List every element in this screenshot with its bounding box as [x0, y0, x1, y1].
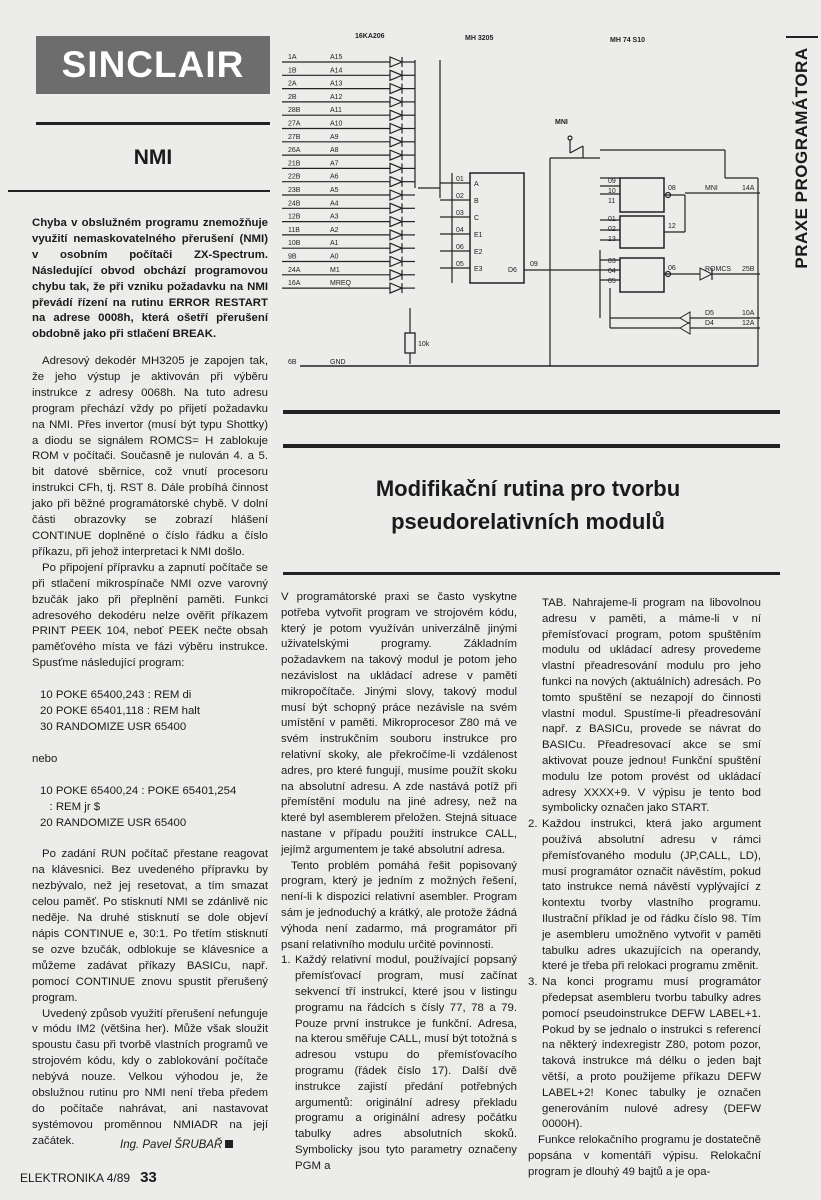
code-line: 20 RANDOMIZE USR 65400 — [40, 816, 187, 829]
pin-number: 28B — [288, 107, 301, 115]
signal-name: A11 — [330, 107, 342, 115]
diode-icon — [390, 190, 402, 200]
mod-column-1 — [281, 590, 517, 1174]
mod-paragraph-1: V programátorské praxi se často vyskytne potřeba vytvořit program ve strojovém kódu, který je potom využíván univerzálně jinými uživatelskými programy. Základním požadavkem na takový modul je potom jeho nezávislost na ukládací adrese v paměti mikropočítače. Jinými slovy, takový modul musí být schopný práce nezávisle na svém umístění v paměti. Mikroprocesor Z80 má ve svém instrukčním souboru instrukce pro relativní skoky, ale překročíme-li vzdálenost adres, pro které fungují, musíme použít skoku na absolutní adresu. A zde nastává potíž při přemístění modulu na jiné adresy, než na které byl asemblerem přeložen. Stejná situace nastane v případu použití instrukce CALL, jejímž argumentem je také absolutní adresa. — [281, 591, 517, 856]
diode-icon — [390, 243, 402, 253]
mod-title-rule — [283, 572, 780, 575]
schematic-pin-row — [282, 107, 415, 120]
pin-number: 9B — [288, 253, 297, 261]
signal-name: A13 — [330, 80, 343, 88]
schematic-pin-row — [282, 174, 415, 187]
diode-icon — [390, 110, 402, 120]
gate-pin: 01 — [608, 216, 616, 223]
author-signature — [120, 1139, 233, 1151]
mod-paragraph-3: TAB. Nahrajeme-li program na libovolnou adresu v paměti, a máme-li v ní přemísťovací program, potom spuštěním modulu od ukládací adresy provedeme vlastní přeadresování modulu pro jeho funkci na nových (aktuálních) adresách. Po tomto spuštění se nezapojí do činnosti vlastní modul. Spustíme-li přeadresování např. z BASICu, provede se návrat do BASICu. Přeadresovací akce se smí aktivovat pouze jednou! Funkční spuštění modulu lze potom provést od ukládací adresy XXXX+9. V výpisu je tento bod symbolicky označen jako START. — [542, 597, 761, 815]
signal-name: A10 — [330, 120, 343, 128]
decoder-input-letter: A — [474, 181, 479, 188]
schematic-pin-row — [282, 200, 415, 213]
list-item-1: 1. Každý relativní modul, používající popsaný přemísťovací program, musí začínat sekvencí tří instrukcí, které jsou v listingu programu na řádcích s čísly 77, 78 a 79. Pouze první instrukce je funkční. Adresa, na kterou směřuje CALL, musí být totožná s adresou vstupu do přemísťovacího programu (řádek číslo 17). Další dvě instrukce zajistí předání potřebných argumentů: originální adresy překladu programu a originální adresy počátku tabulky adres absolutních skoků. Symbolicky jsou tyto parametry označeny PGM a — [281, 954, 517, 1172]
switch-label: MNI — [555, 119, 568, 126]
decoder-pin: 02 — [456, 193, 464, 200]
diode-icon — [390, 177, 402, 187]
pin-number: 2A — [288, 80, 297, 88]
gate-pin: 11 — [608, 198, 616, 205]
nmi-schematic — [280, 28, 780, 418]
gate-pin: 09 — [608, 178, 616, 185]
gate-pin: 04 — [608, 268, 616, 275]
diode-icon — [390, 163, 402, 173]
code-line: 10 POKE 65400,24 : POKE 65401,254 — [40, 784, 237, 797]
schematic-pin-row — [282, 227, 415, 240]
signal-name: A0 — [330, 253, 339, 261]
svg-text:09: 09 — [530, 261, 538, 268]
nmi-paragraph-3: Po zadání RUN počítač přestane reagovat na klávesnici. Bez uvedeného přípravku by nezbývalo, než jej resetovat, a tím smazat celou paměť. Po stisknutí NMI se zdánlivě nic neděje. Na druhé stisknutí se dole objeví nápis CONTINUE e, 30:1. Po třetím stisknutí se ozve bzučák, odblokuje se klávesnice a můžeme zadávat příkazy BASICu, např. pomocí CONTINUE znovu spustit přerušený program. — [32, 848, 268, 1004]
code-listing-1 — [40, 688, 268, 736]
page-footer — [20, 1169, 157, 1186]
pin-number: 12B — [288, 213, 301, 221]
nmi-paragraph-2: Po připojení přípravku a zapnutí počítače se při stlačení mikrospínače NMI ozve varovný bzučák jako při přeplnění paměti. Funkci adresového dekodéru nelze ověřit příkazem PRINT PEEK 104, neboť PEEK nečte obsah paměťového místa ve fázi výběru instrukce. Spusťme následující program: — [32, 561, 268, 670]
decoder-pin: 03 — [456, 210, 464, 217]
sidebar — [786, 36, 818, 280]
pin-number: 10B — [288, 240, 301, 248]
schematic-pin-row — [282, 54, 415, 67]
svg-text:6B: 6B — [288, 359, 297, 366]
header-rule — [36, 122, 270, 125]
gate-output-pin: 12 — [668, 223, 676, 230]
diode-icon — [390, 257, 402, 267]
mod-title-line-1: Modifikační rutina pro tvorbu — [375, 476, 681, 501]
schematic-pin-row — [282, 160, 415, 173]
mod-paragraph-2: Tento problém pomáhá řešit popisovaný program, který je jedním z možných řešení, není-li k dispozici relativní asembler. Program sám je jednoduchý a krátký, ale protože žádná výhoda není zadarmo, má programátor při psaní relativního modulu určité povinnosti. — [281, 859, 517, 951]
end-mark-icon — [225, 1140, 233, 1148]
mod-article-title — [290, 472, 766, 538]
schematic-pin-row — [282, 187, 415, 200]
pin-number: 11B — [288, 226, 300, 234]
signal-name: A7 — [330, 160, 339, 168]
nmi-lead-paragraph: Chyba v obslužném programu znemožňuje využití nemaskovatelného přerušení (NMI) v osobním počítači ZX-Spectrum. Následující obvod obchází programovou chybu tak, že při vzniku požadavku na NMI převádí řízení na rutinu ERROR RESTART na adrese 0008h, která ošetří přerušení obdobně jako při stlačení BREAK. — [32, 217, 268, 341]
chip-label: MH 74 S10 — [610, 37, 646, 44]
diode-icon — [390, 230, 402, 240]
schematic-pin-row — [282, 240, 415, 253]
decoder-pin: 05 — [456, 261, 464, 268]
page-number: 33 — [140, 1169, 157, 1186]
schematic-left-pins — [282, 54, 415, 293]
diode-icon — [390, 137, 402, 147]
pin-number: 23B — [288, 187, 301, 194]
signal-name: A5 — [330, 187, 339, 194]
signal-name: A2 — [330, 226, 339, 234]
nmi-body — [32, 354, 268, 1150]
decoder-input-letter: C — [474, 215, 480, 222]
nebo-text: nebo — [32, 752, 58, 765]
svg-text:D6: D6 — [508, 267, 517, 274]
signal-name: A12 — [330, 93, 343, 101]
code-line: 20 POKE 65401,118 : REM halt — [40, 705, 200, 718]
signal-name: A15 — [330, 54, 343, 61]
author-name: Ing. Pavel ŠRUBAŘ — [120, 1139, 223, 1151]
gate-output-pin: 06 — [668, 265, 676, 272]
schematic-pin-row — [282, 280, 415, 293]
list-item-3: 3. Na konci programu musí programátor předepsat asembleru tvorbu tabulky adres pomocí pseudoinstrukce DEFW LABEL+1. Pokud by se jednalo o instrukci s referencí na některý indexregistr Z80, potom pozor, taková instrukce má délku o jeden bajt větší, a proto použijeme příkazu DEFW LABEL+2! Konec tabulky je označen generováním nulové adresy (DEFW 0000H). — [528, 976, 761, 1131]
output-signal: D5 — [705, 310, 714, 317]
section-header-sinclair: SINCLAIR — [36, 36, 270, 94]
diode-icon — [390, 270, 402, 280]
decoder-pin: 01 — [456, 176, 464, 183]
diode-icon — [390, 283, 402, 293]
chip-label: 16KA206 — [355, 33, 385, 40]
diode-icon — [390, 124, 402, 134]
pin-number: 16A — [288, 280, 301, 288]
resistor-label: 10k — [418, 341, 430, 348]
output-pin: 25B — [742, 266, 755, 273]
schematic-pin-row — [282, 121, 415, 134]
diode-icon — [390, 150, 402, 160]
nmi-title: NMI — [133, 146, 173, 169]
pin-number: 1B — [288, 67, 297, 75]
pin-number: 24B — [288, 200, 301, 208]
signal-name: A4 — [330, 200, 339, 208]
output-signal: D4 — [705, 320, 714, 327]
signal-name: A9 — [330, 133, 339, 141]
gate-pin: 05 — [608, 278, 616, 285]
code-line: 30 RANDOMIZE USR 65400 — [40, 720, 187, 733]
schematic-pin-row — [282, 134, 415, 147]
article-title-rule — [283, 444, 780, 448]
nmi-paragraph-4: Uvedený způsob využití přerušení nefunguje v módu IM2 (většina her). Může však sloužit spoustu času při tvorbě vlastních programů ve strojovém kódu, kdy o zablokování počítače nebývá nouze. Velkou výhodou je, že obslužnou rutinu pro NMI není třeba předem do počítače nahrávat, ani nastavovat systémovou proměnnou NMIADR na její začátek. — [32, 1007, 268, 1147]
nmi-title-rule — [8, 190, 270, 192]
mod-column-2 — [528, 596, 761, 1180]
diode-icon — [390, 70, 402, 80]
nmi-paragraph-1: Adresový dekodér MH3205 je zapojen tak, že jeho výstup je aktivován při výběru instrukce z adresy 0068h. Na tuto adresu program přechází vždy po přijetí požadavku na NMI. Přes invertor (musí být typu Shottky) a diodu se signálem ROMCS= H zablokuje ROM v počítači. Současně je nulován 4. a 5. bit datové sběrnice, což vnutí procesoru instrukci CFh, tj. RST 8. Dále probíhá činnost jako při běžné programátorské chybě. V dolní části obrazovky se zobrazí hlášení CONTINUE doplněné o číslo řádku a číslo příkazu, při jehož interpretaci k NMI došlo. — [32, 355, 268, 558]
signal-name: A8 — [330, 147, 339, 155]
pin-number: 27A — [288, 120, 301, 128]
schematic-pin-row — [282, 267, 415, 280]
sidebar-label: PRAXE PROGRAMÁTORA — [792, 47, 811, 269]
schematic-pin-row — [282, 94, 415, 107]
code-line: : REM jr $ — [40, 800, 101, 813]
decoder-input-letter: E1 — [474, 232, 483, 239]
pin-number: 22B — [288, 173, 301, 181]
signal-name: A14 — [330, 67, 343, 75]
output-pin: 14A — [742, 185, 755, 192]
diode-icon — [390, 203, 402, 213]
gate-output-pin: 08 — [668, 185, 676, 192]
output-pin: 12A — [742, 320, 755, 327]
output-signal: ROMCS — [705, 266, 732, 273]
diode-icon — [390, 84, 402, 94]
code-listing-2 — [40, 784, 268, 832]
pin-number: 26A — [288, 147, 301, 155]
decoder-input-letter: B — [474, 198, 479, 205]
signal-name: A1 — [330, 240, 339, 248]
magazine-name: ELEKTRONIKA 4/89 — [20, 1171, 131, 1185]
schematic-bottom-rule — [283, 410, 780, 414]
signal-name: MREQ — [330, 280, 351, 288]
pin-number: 1A — [288, 54, 297, 61]
mod-paragraph-end: Funkce relokačního programu je dostatečně popsána v komentáři výpisu. Relokační program je dlouhý 49 bajtů a je opa- — [528, 1134, 761, 1178]
diode-icon — [390, 97, 402, 107]
signal-name: A6 — [330, 173, 339, 181]
pin-number: 27B — [288, 133, 301, 141]
schematic-pin-row — [282, 214, 415, 227]
gate-pin: 02 — [608, 226, 616, 233]
output-signal: MNI — [705, 185, 718, 192]
schematic-pin-row — [282, 67, 415, 80]
output-pin: 10A — [742, 310, 755, 317]
chip-label: MH 3205 — [465, 35, 494, 42]
decoder-pin: 04 — [456, 227, 464, 234]
decoder-input-letter: E2 — [474, 249, 483, 256]
decoder-pin: 06 — [456, 244, 464, 251]
signal-name: A3 — [330, 213, 339, 221]
schematic-pin-row — [282, 254, 415, 267]
diode-icon — [390, 217, 402, 227]
gate-pin: 10 — [608, 188, 616, 195]
code-line: 10 POKE 65400,243 : REM di — [40, 689, 192, 702]
mod-title-line-2: pseudorelativních modulů — [391, 509, 665, 534]
pin-number: 24A — [288, 266, 301, 274]
svg-text:GND: GND — [330, 359, 346, 366]
schematic-pin-row — [282, 147, 415, 160]
gate-pin: 13 — [608, 236, 616, 243]
schematic-pin-row — [282, 81, 415, 94]
diode-icon — [390, 57, 402, 67]
pin-number: 21B — [288, 160, 301, 168]
gate-pin: 03 — [608, 258, 616, 265]
signal-name: M1 — [330, 266, 340, 274]
pin-number: 2B — [288, 93, 297, 101]
list-item-2: 2. Každou instrukci, která jako argument používá absolutní adresu v rámci přemísťovaného modulu (JP,CALL, LD), musí programátor označit návěstím, pokud tato instrukce nemá návěstí vyplývající z kontextu tvorby vlastního programu. Ilustrační příklad je od řádku číslo 98. Tím je asembleru umožněno vytvořit v paměti tabulku adres ukazujících na operandy, které je třeba při relokaci programu změnit. — [528, 818, 761, 973]
decoder-input-letter: E3 — [474, 266, 483, 273]
